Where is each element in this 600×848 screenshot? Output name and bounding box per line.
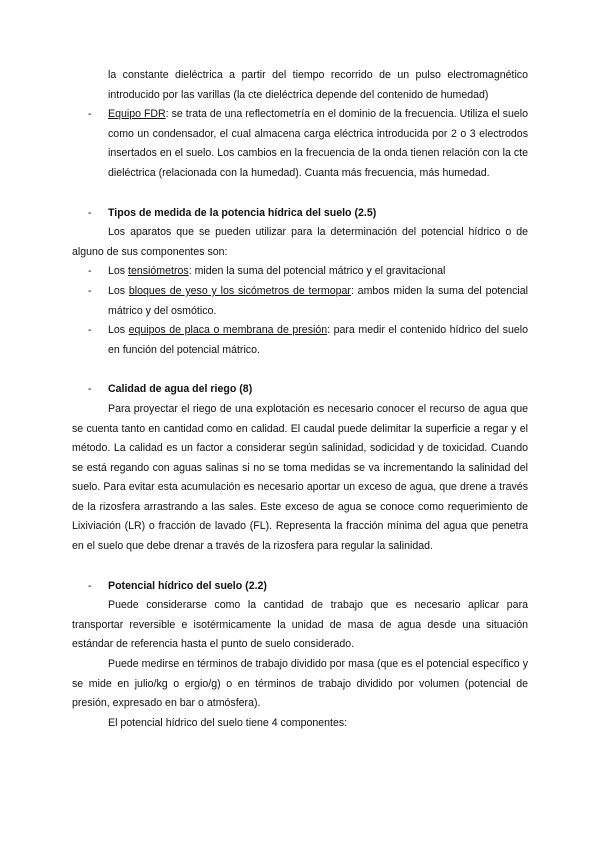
section-heading-calidad: [72, 380, 528, 400]
bullet-dash: -: [88, 324, 92, 337]
paragraph: Puede medirse en términos de trabajo dividido por masa (que es el potencial específico y se mide en julio/kg o ergio/g) o en términos de trabajo dividido por volumen (potencial de presión, expresado en bar o atmósfera).: [72, 658, 528, 710]
list-item: [72, 282, 528, 321]
paragraph: Puede considerarse como la cantidad de trabajo que es necesario aplicar para transportar reversible e isotérmicamente la unidad de masa de agua desde una situación estándar de referencia hasta el punto de suelo considerado.: [72, 599, 528, 651]
item-text: : miden la suma del potencial mátrico y el gravitacional: [188, 265, 446, 278]
section-heading-tipos: [72, 204, 528, 224]
bullet-dash: -: [88, 579, 92, 592]
fdr-bullet: [72, 105, 528, 183]
section-intro: Los aparatos que se pueden utilizar para la determinación del potencial hídrico o de alguno de sus componentes son:: [72, 226, 528, 258]
section-title: Potencial hídrico del suelo (2.2): [108, 579, 267, 592]
section-title: Tipos de medida de la potencia hídrica del suelo (2.5): [108, 206, 377, 219]
item-text: : para medir el contenido hídrico del suelo en función del potencial mátrico.: [108, 324, 528, 356]
section-heading-potencial: [72, 577, 528, 597]
paragraph: El potencial hídrico del suelo tiene 4 componentes:: [108, 716, 348, 729]
list-item: [72, 321, 528, 360]
fdr-term: Equipo FDR: [108, 108, 166, 121]
section-body: Para proyectar el riego de una explotación es necesario conocer el recurso de agua que se cuenta tanto en cantidad como en calidad. El caudal puede delimitar la superficie a regar y el método. La calidad es un factor a considerar según salinidad, sodicidad y de toxicidad. Cuando se está regando con aguas salinas si no se toma medidas se va incrementando la salinidad del suelo. Para evitar esta acumulación es necesario aportar un exceso de agua, que drene a través de la rizosfera arrastrando a las sales. Este exceso de agua se conoce como requerimiento de Lixiviación (LR) o fracción de lavado (FL). Representa la fracción mínima del agua que penetra en el suelo que debe drenar a través de la rizosfera para regular la salinidad.: [72, 402, 528, 553]
item-text: : ambos miden la suma del potencial mátrico y del osmótico.: [108, 284, 528, 317]
item-term: bloques de yeso y los sicómetros de termopar: [128, 284, 351, 297]
item-term: equipos de placa o membrana de presión: [128, 324, 328, 337]
item-term: tensiómetros: [128, 265, 189, 278]
section-title: Calidad de agua del riego (8): [108, 383, 253, 396]
bullet-dash: -: [88, 206, 92, 219]
bullet-dash: -: [88, 383, 92, 396]
bullet-dash: -: [88, 284, 92, 297]
item-prefix: Los: [108, 324, 129, 337]
fdr-text: : se trata de una reflectometría en el dominio de la frecuencia. Utiliza el suelo como un condensador, el cual almacena carga eléctrica introducida por 2 o 3 electrodos insertados en el suelo. Los cambios en la frecuencia de la onda tienen relación con la cte dieléctrica (relacionada con la humedad). Cuanta más frecuencia, más humedad.: [108, 108, 528, 179]
bullet-dash: -: [88, 108, 92, 121]
item-prefix: Los: [108, 265, 129, 278]
bullet-dash: -: [88, 265, 92, 278]
intro-continuation: la constante dieléctrica a partir del tiempo recorrido de un pulso electromagnético introducido por las varillas (la cte dieléctrica depende del contenido de humedad): [108, 69, 528, 101]
item-prefix: Los: [108, 284, 129, 297]
list-item: [72, 262, 528, 282]
